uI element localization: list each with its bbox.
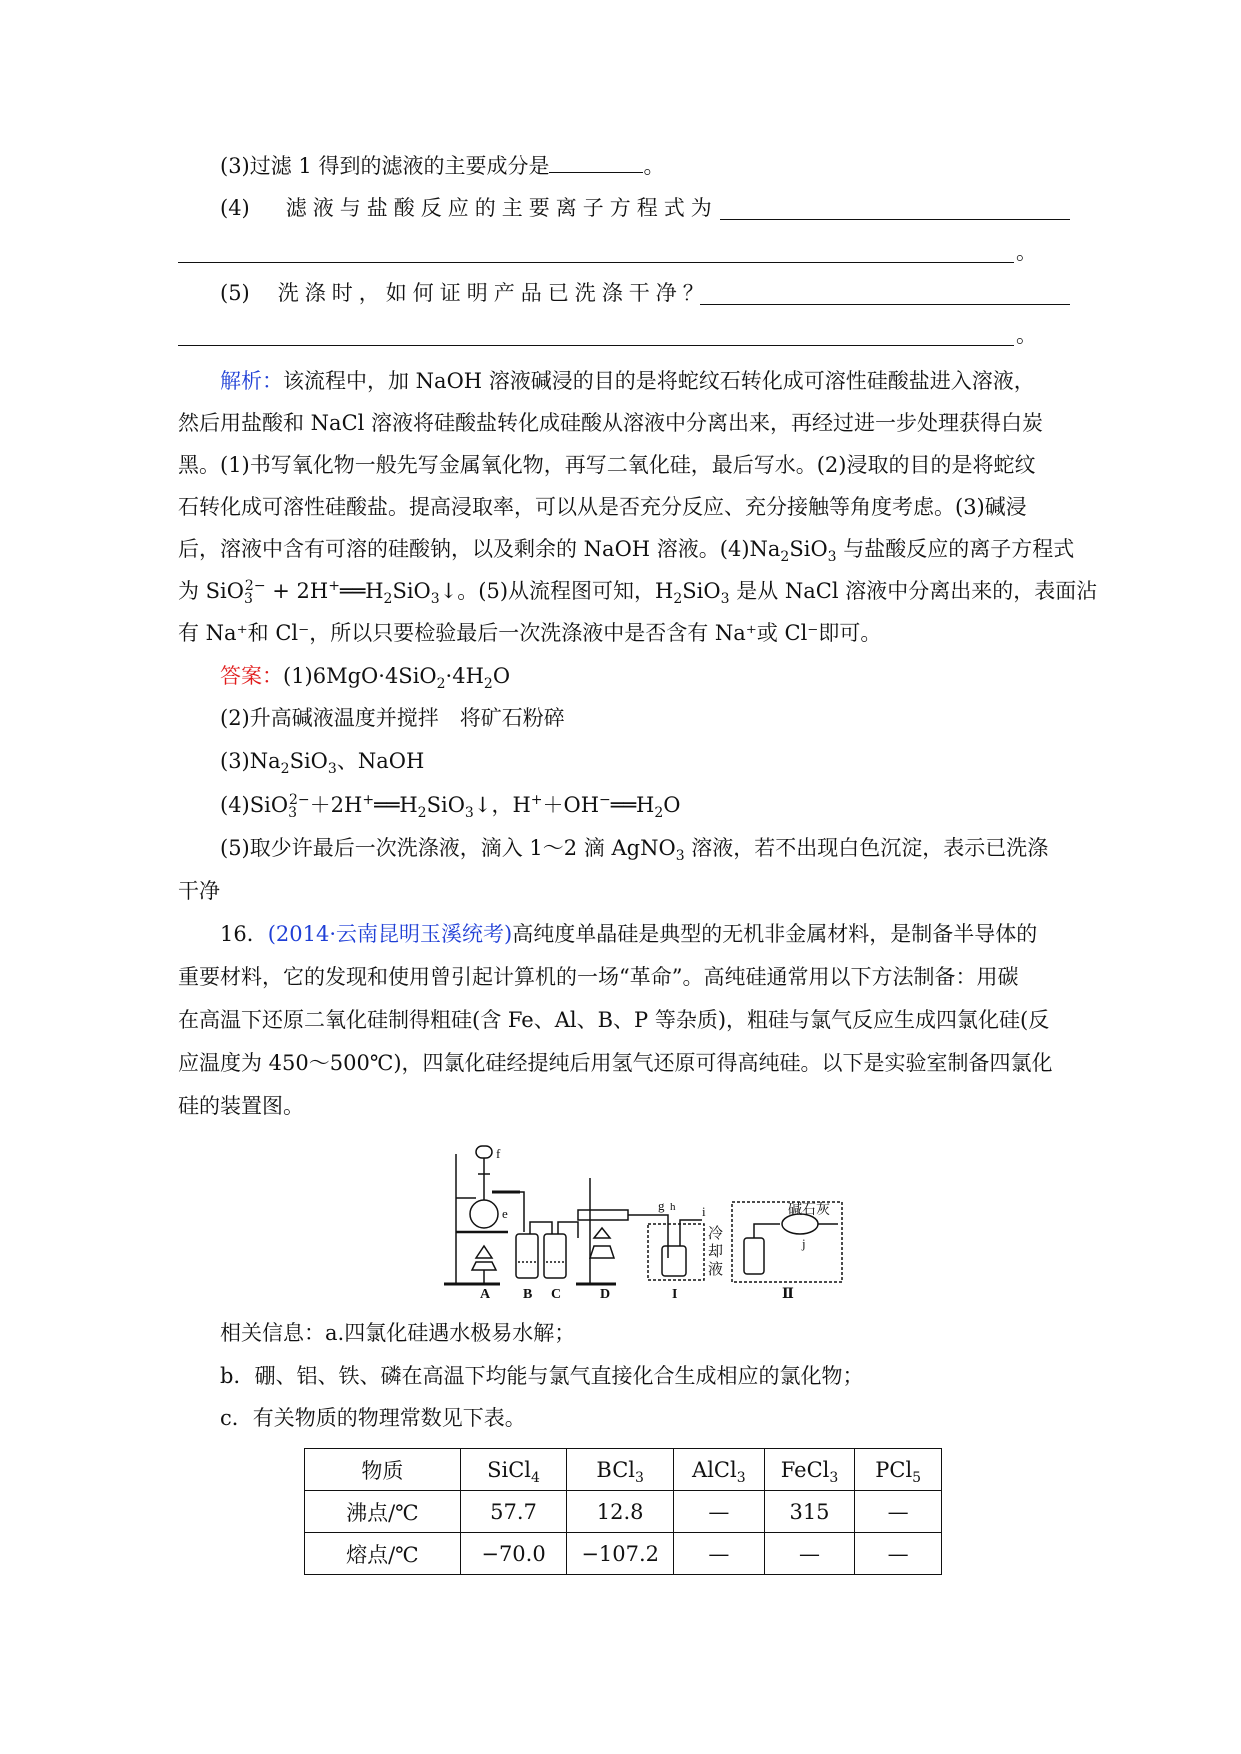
analysis-line-6: 为 $SiO_3^{2-} + 2H^+══H_2SiO_3↓$。(5)从流程图可知，$H_2SiO_3$ 是从 NaCl 溶液中分离出来的，表面沾 [178, 578, 1098, 608]
answer-line-4: $(4)SiO_3^{2-}+2H^+══H_2SiO_3↓$，$H^++OH^-══H_2O$ [220, 792, 681, 822]
question-3: (3)过滤 1 得到的滤液的主要成分是 。 [220, 150, 664, 180]
table-cell: — [764, 1533, 855, 1575]
question-16-line-2: 重要材料，它的发现和使用曾引起计算机的一场“革命”。高纯硅通常用以下方法制备：用碳 [178, 965, 1019, 989]
table-header-cell: SiCl$_4$ [460, 1449, 567, 1491]
analysis-line-5: 后，溶液中含有可溶的硅酸钠，以及剩余的 NaOH 溶液。$(4)Na_2SiO_3$ 与盐酸反应的离子方程式 [178, 537, 1075, 566]
apparatus-i [648, 1215, 704, 1280]
question-16-source: (2014·云南昆明玉溪统考) [267, 922, 513, 946]
caption-b: B [523, 1287, 533, 1300]
table-header-row [305, 1449, 942, 1491]
caption-d: D [600, 1287, 611, 1300]
label-h: h [670, 1201, 676, 1213]
info-c: c．有关物质的物理常数见下表。 [220, 1406, 526, 1430]
soda-lime-label: 碱石灰 [788, 1202, 830, 1218]
caption-a: A [480, 1287, 491, 1300]
table-cell: 57.7 [460, 1491, 567, 1533]
answer-blank-5a [700, 304, 1070, 305]
info-b: b．硼、铝、铁、磷在高温下均能与氯气直接化合生成相应的氯化物； [220, 1364, 864, 1388]
table-cell: 315 [764, 1491, 855, 1533]
question-16-line-3: 在高温下还原二氧化硅制得粗硅(含 Fe、Al、B、P 等杂质)，粗硅与氯气反应生成四氯化硅(反 [178, 1008, 1050, 1032]
answer-line-5: (5)取少许最后一次洗涤液，滴入 1～2 滴 AgNO$_3$ 溶液，若不出现白色沉淀，表示已洗涤 [220, 836, 1049, 865]
document-page: (3)过滤 1 得到的滤液的主要成分是 。 (4) 滤液与盐酸反应的主要离子方程式为 。 (5) 洗涤时，如何证明产品已洗涤干净？ 。 解析：该流程中，加 NaOH 溶液碱浸的目的是将蛇纹石转化成可溶性硅酸盐进入溶液， 然后用盐酸和 NaCl 溶液将硅酸盐转化成硅酸从溶液中分离出来，再经过进一步处理获得白炭 黑。(1)书写氧化物一般先写金属氧化物，再写二氧化硅，最后写水。(2)浸取的目的是将蛇纹 石转化成可溶性硅酸盐。提高浸取率，可以从是否充分反应、充分接触等角度考虑。(3)碱浸 后，溶液中含有可溶的硅酸钠，以及剩余的 NaOH 溶液。$(4)Na_2SiO_3$ 与盐酸反应的离子方程式 为 $SiO_3^{2-} + 2H^+══H_2SiO_3↓$。(5)从流程图可知，$H_2SiO_3$ 是从 NaCl 溶液中分离出来的，表面沾 有 Na⁺和 Cl⁻，所以只要检验最后一次洗涤液中是否含有 Na⁺或 Cl⁻即可。 答案：$(1)6MgO\cdot 4SiO_2\cdot 4H_2O$ (2)升高碱液温度并搅拌 将矿石粉碎 $(3)Na_2SiO_3$、NaOH $(4)SiO_3^{2-}+2H^+══H_2SiO_3↓$，$H^++OH^-══H_2O$ (5)取少许最后一次洗涤液，滴入 1～2 滴 AgNO$_3$ 溶液，若不出现白色沉淀，表示已洗涤 干净 16．(2014·云南昆明玉溪统考)高纯度单晶硅是典型的无机非金属材料，是制备半导体的 重要材料，它的发现和使用曾引起计算机的一场“革命”。高纯硅通常用以下方法制备：用碳 在高温下还原二氧化硅制得粗硅(含 Fe、Al、B、P 等杂质)，粗硅与氯气反应生成四氯化硅(反 应温度为 450～500℃)，四氯化硅经提纯后用氢气还原可得高纯硅。以下是实验室制备四氯化 硅的装置图。 f e g h i j 冷 却 液 碱石灰 A B C D I Ⅱ 相关信息：a.四氯化硅遇水极易水解； b．硼、铝、铁、磷在高温下均能与氯气直接化合生成相应的氯化物； c．有关物质的物理常数见下表。 物质 SiCl$_4$ BCl$_3$ AlCl$_3$ FeCl$_3$ PCl$_5$ 沸点/℃ 57.7 12.8 — 315 — 熔点/℃ −70.0 −107.2 — — — [0, 0, 1241, 1754]
table-row [305, 1533, 942, 1575]
physical-constants-table [304, 1448, 942, 1575]
answer-label: 答案： [220, 664, 283, 688]
answer-line-3: $(3)Na_2SiO_3$、NaOH [220, 749, 425, 778]
label-g: g [658, 1198, 665, 1213]
info-a: 相关信息：a.四氯化硅遇水极易水解； [220, 1321, 576, 1345]
question-16-line-4: 应温度为 450～500℃)，四氯化硅经提纯后用氢气还原可得高纯硅。以下是实验室制备四氯化 [178, 1051, 1053, 1075]
analysis-line-1: 解析：该流程中，加 NaOH 溶液碱浸的目的是将蛇纹石转化成可溶性硅酸盐进入溶液， [220, 369, 1035, 393]
table-header-cell: PCl$_5$ [855, 1449, 942, 1491]
question-16-line-5: 硅的装置图。 [178, 1094, 304, 1118]
table-cell: 沸点/℃ [305, 1491, 461, 1533]
answer-line-1: 答案：$(1)6MgO\cdot 4SiO_2\cdot 4H_2O$ [220, 664, 511, 693]
table-cell: — [855, 1491, 942, 1533]
table-header-cell: FeCl$_3$ [764, 1449, 855, 1491]
analysis-line-4: 石转化成可溶性硅酸盐。提高浸取率，可以从是否充分反应、充分接触等角度考虑。(3)碱浸 [178, 495, 1027, 519]
apparatus-d [576, 1178, 654, 1284]
table-cell: 12.8 [567, 1491, 674, 1533]
analysis-line-3: 黑。(1)书写氧化物一般先写金属氧化物，再写二氧化硅，最后写水。(2)浸取的目的是将蛇纹 [178, 453, 1036, 477]
table-header-cell: AlCl$_3$ [674, 1449, 765, 1491]
table-cell: — [674, 1533, 765, 1575]
label-e: e [502, 1206, 508, 1221]
coolant-label-3: 液 [708, 1260, 724, 1278]
question-5: (5) 洗涤时，如何证明产品已洗涤干净？ [220, 281, 710, 305]
answer-blank-4b [178, 262, 1014, 263]
answer-blank-3 [549, 150, 643, 173]
apparatus-a [444, 1146, 520, 1284]
analysis-label: 解析： [220, 369, 283, 393]
coolant-label-1: 冷 [708, 1224, 724, 1242]
analysis-line-7: 有 Na⁺和 Cl⁻，所以只要检验最后一次洗涤液中是否含有 Na⁺或 Cl⁻即可。 [178, 621, 882, 645]
caption-c: C [551, 1287, 562, 1300]
table-cell: −70.0 [460, 1533, 567, 1575]
question-16-line-1: 16．(2014·云南昆明玉溪统考)高纯度单晶硅是典型的无机非金属材料，是制备半导体的 [220, 922, 1038, 946]
answer-line-5-cont: 干净 [178, 879, 220, 903]
table-cell: — [674, 1491, 765, 1533]
answer-blank-4a [720, 219, 1070, 220]
answer-blank-5b [178, 345, 1014, 346]
coolant-label-2: 却 [708, 1242, 724, 1260]
table-cell: −107.2 [567, 1533, 674, 1575]
table-row [305, 1491, 942, 1533]
table-cell: 熔点/℃ [305, 1533, 461, 1575]
apparatus-b-c [516, 1192, 578, 1278]
apparatus-diagram [440, 1138, 850, 1300]
table-header-cell: BCl$_3$ [567, 1449, 674, 1491]
analysis-line-2: 然后用盐酸和 NaCl 溶液将硅酸盐转化成硅酸从溶液中分离出来，再经过进一步处理获得白炭 [178, 411, 1044, 435]
caption-i: I [672, 1287, 678, 1300]
question-4: (4) 滤液与盐酸反应的主要离子方程式为 [220, 196, 718, 220]
label-j: j [802, 1236, 806, 1251]
caption-ii: Ⅱ [782, 1286, 794, 1300]
label-f: f [496, 1146, 501, 1161]
label-i: i [702, 1204, 706, 1219]
answer-line-2: (2)升高碱液温度并搅拌 将矿石粉碎 [220, 706, 565, 730]
table-header-cell: 物质 [305, 1449, 461, 1491]
table-cell: — [855, 1533, 942, 1575]
